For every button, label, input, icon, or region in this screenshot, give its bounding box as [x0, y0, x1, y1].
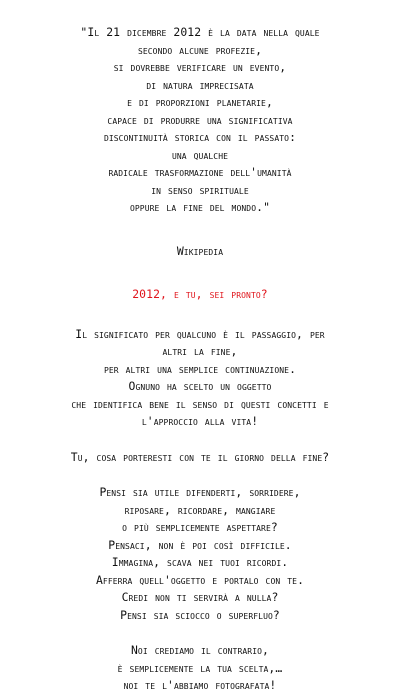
quote-block: [6, 24, 394, 217]
intro-paragraph: [6, 326, 394, 431]
body-line: riposare, ricordare, mangiare: [124, 502, 276, 517]
closing-line: noi te l'abbiamo fotografata!: [123, 678, 277, 692]
intro-line: Il significato per qualcuno è il passaggio, per: [75, 326, 325, 341]
body-line: o più semplicemente aspettare?: [122, 520, 278, 534]
quote-line: una qualche: [171, 147, 229, 162]
closing-line: è semplicemente la tua scelta,…: [117, 660, 283, 675]
intro-line: altri la fine,: [162, 344, 238, 358]
quote-source: Wikipedia: [176, 243, 224, 258]
closing-line: Noi crediamo il contrario,: [130, 643, 270, 657]
intro-line: l'approccio alla vita!: [141, 414, 259, 428]
quote-line: oppure la fine del mondo.": [129, 200, 271, 214]
quote-line: radicale trasformazione dell'umanità: [108, 165, 292, 179]
body-line: Credi non ti servirà a nulla?: [121, 590, 279, 604]
question-line: Tu, cosa porteresti con te il giorno della fine?: [70, 449, 330, 464]
body-line: Immagina, scava nei tuoi ricordi.: [111, 555, 289, 569]
quote-line: e di proporzioni planetarie,: [127, 95, 273, 109]
quote-line: in senso spirituale: [151, 182, 249, 197]
quote-line: di natura imprecisata: [146, 77, 254, 92]
quote-line: secondo alcune profezie,: [137, 42, 263, 57]
body-line: Pensi sia utile difenderti, sorridere,: [99, 485, 301, 499]
body-paragraph: [6, 484, 394, 624]
quote-line: discontinuità storica con il passato:: [103, 130, 297, 144]
intro-line: Ognuno ha scelto un oggetto: [128, 379, 272, 393]
body-line: Pensi sia sciocco o superfluo?: [120, 607, 280, 622]
headline: 2012, e tu, sei pronto?: [132, 287, 268, 301]
intro-line: che identifica bene il senso di questi concetti e: [71, 396, 329, 411]
intro-line: per altri una semplice continuazione.: [103, 361, 297, 376]
quote-line: si dovrebbe verificare un evento,: [113, 60, 287, 74]
closing-paragraph: [6, 642, 394, 695]
body-line: Afferra quell'oggetto e portalo con te.: [95, 572, 305, 587]
quote-line: "Il 21 dicembre 2012 è la data nella quale: [80, 25, 320, 39]
quote-line: capace di produrre una significativa: [107, 112, 293, 127]
body-line: Pensaci, non è poi così difficile.: [108, 537, 292, 552]
